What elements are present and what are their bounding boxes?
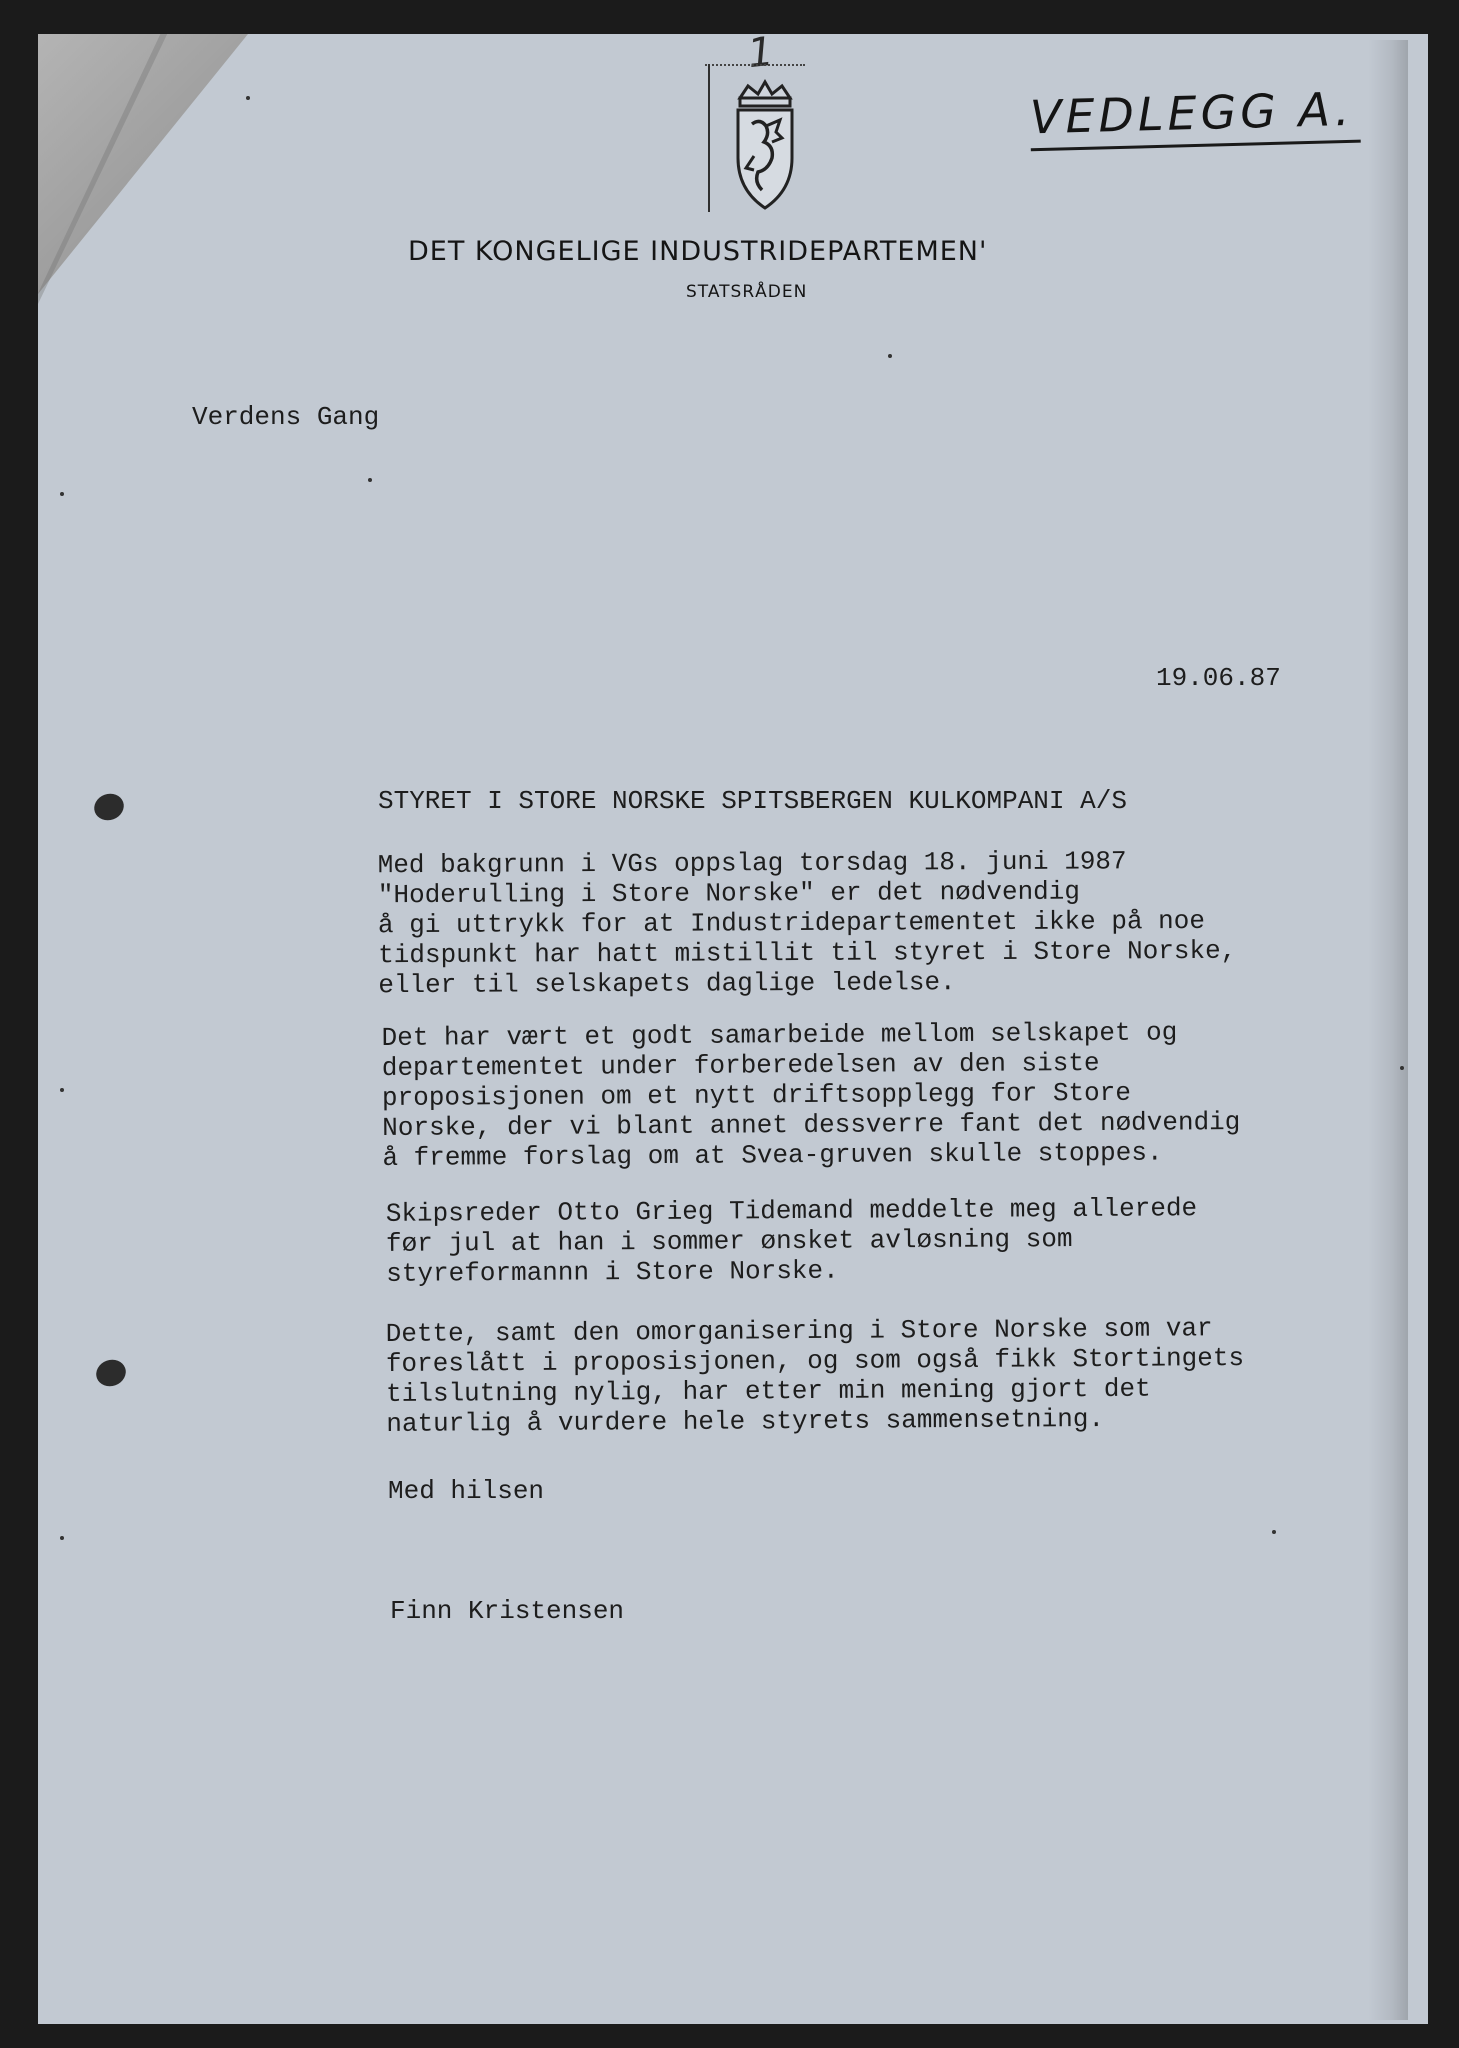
office-title: STATSRÅDEN bbox=[686, 282, 808, 302]
paragraph: Dette, samt den omorganisering i Store Norske som var foreslått i proposisjonen, og som også fikk Stortingets tilslutning nylig, har etter min mening gjort det naturlig å vurdere hele styrets sammensetning. bbox=[385, 1313, 1245, 1439]
paragraph: Det har vært et godt samarbeide mellom selskapet og departementet under forberedelsen av den siste proposisjonen om et nytt driftsopplegg for Store Norske, der vi blant annet dessverre fant det nødvendig å fremme forslag om at Svea-gruven skulle stoppes. bbox=[381, 1017, 1241, 1173]
paper-speck bbox=[1400, 1066, 1404, 1070]
paper-speck bbox=[368, 478, 372, 482]
paper-speck bbox=[60, 492, 64, 496]
department-name: DET KONGELIGE INDUSTRIDEPARTEMEN' bbox=[408, 236, 988, 267]
attachment-annotation: VEDLEGG A. bbox=[1029, 82, 1360, 152]
coat-of-arms-icon bbox=[710, 58, 820, 218]
page-number: 1 bbox=[745, 28, 776, 78]
signature-name: Finn Kristensen bbox=[390, 1596, 625, 1626]
paragraph: Skipsreder Otto Grieg Tidemand meddelte meg allerede før jul at han i sommer ønsket avløsning som styreformannn i Store Norske. bbox=[385, 1193, 1198, 1289]
letter-subject: STYRET I STORE NORSKE SPITSBERGEN KULKOMPANI A/S bbox=[378, 786, 1127, 816]
paper-speck bbox=[888, 354, 892, 358]
paper-speck bbox=[246, 96, 250, 100]
recipient: Verdens Gang bbox=[192, 402, 380, 432]
paper-speck bbox=[1272, 1530, 1276, 1534]
page-edge-shadow bbox=[1368, 40, 1408, 2020]
closing: Med hilsen bbox=[388, 1476, 545, 1506]
paper-speck bbox=[60, 1088, 64, 1092]
letter-date: 19.06.87 bbox=[1156, 663, 1281, 693]
paragraph: Med bakgrunn i VGs oppslag torsdag 18. juni 1987 "Hoderulling i Store Norske" er det nødvendig å gi uttrykk for at Industridepartementet ikke på noe tidspunkt har hatt mistillit til styret i Store Norske, eller til selskapets daglige ledelse. bbox=[377, 846, 1237, 1001]
paper-speck bbox=[60, 1536, 64, 1540]
